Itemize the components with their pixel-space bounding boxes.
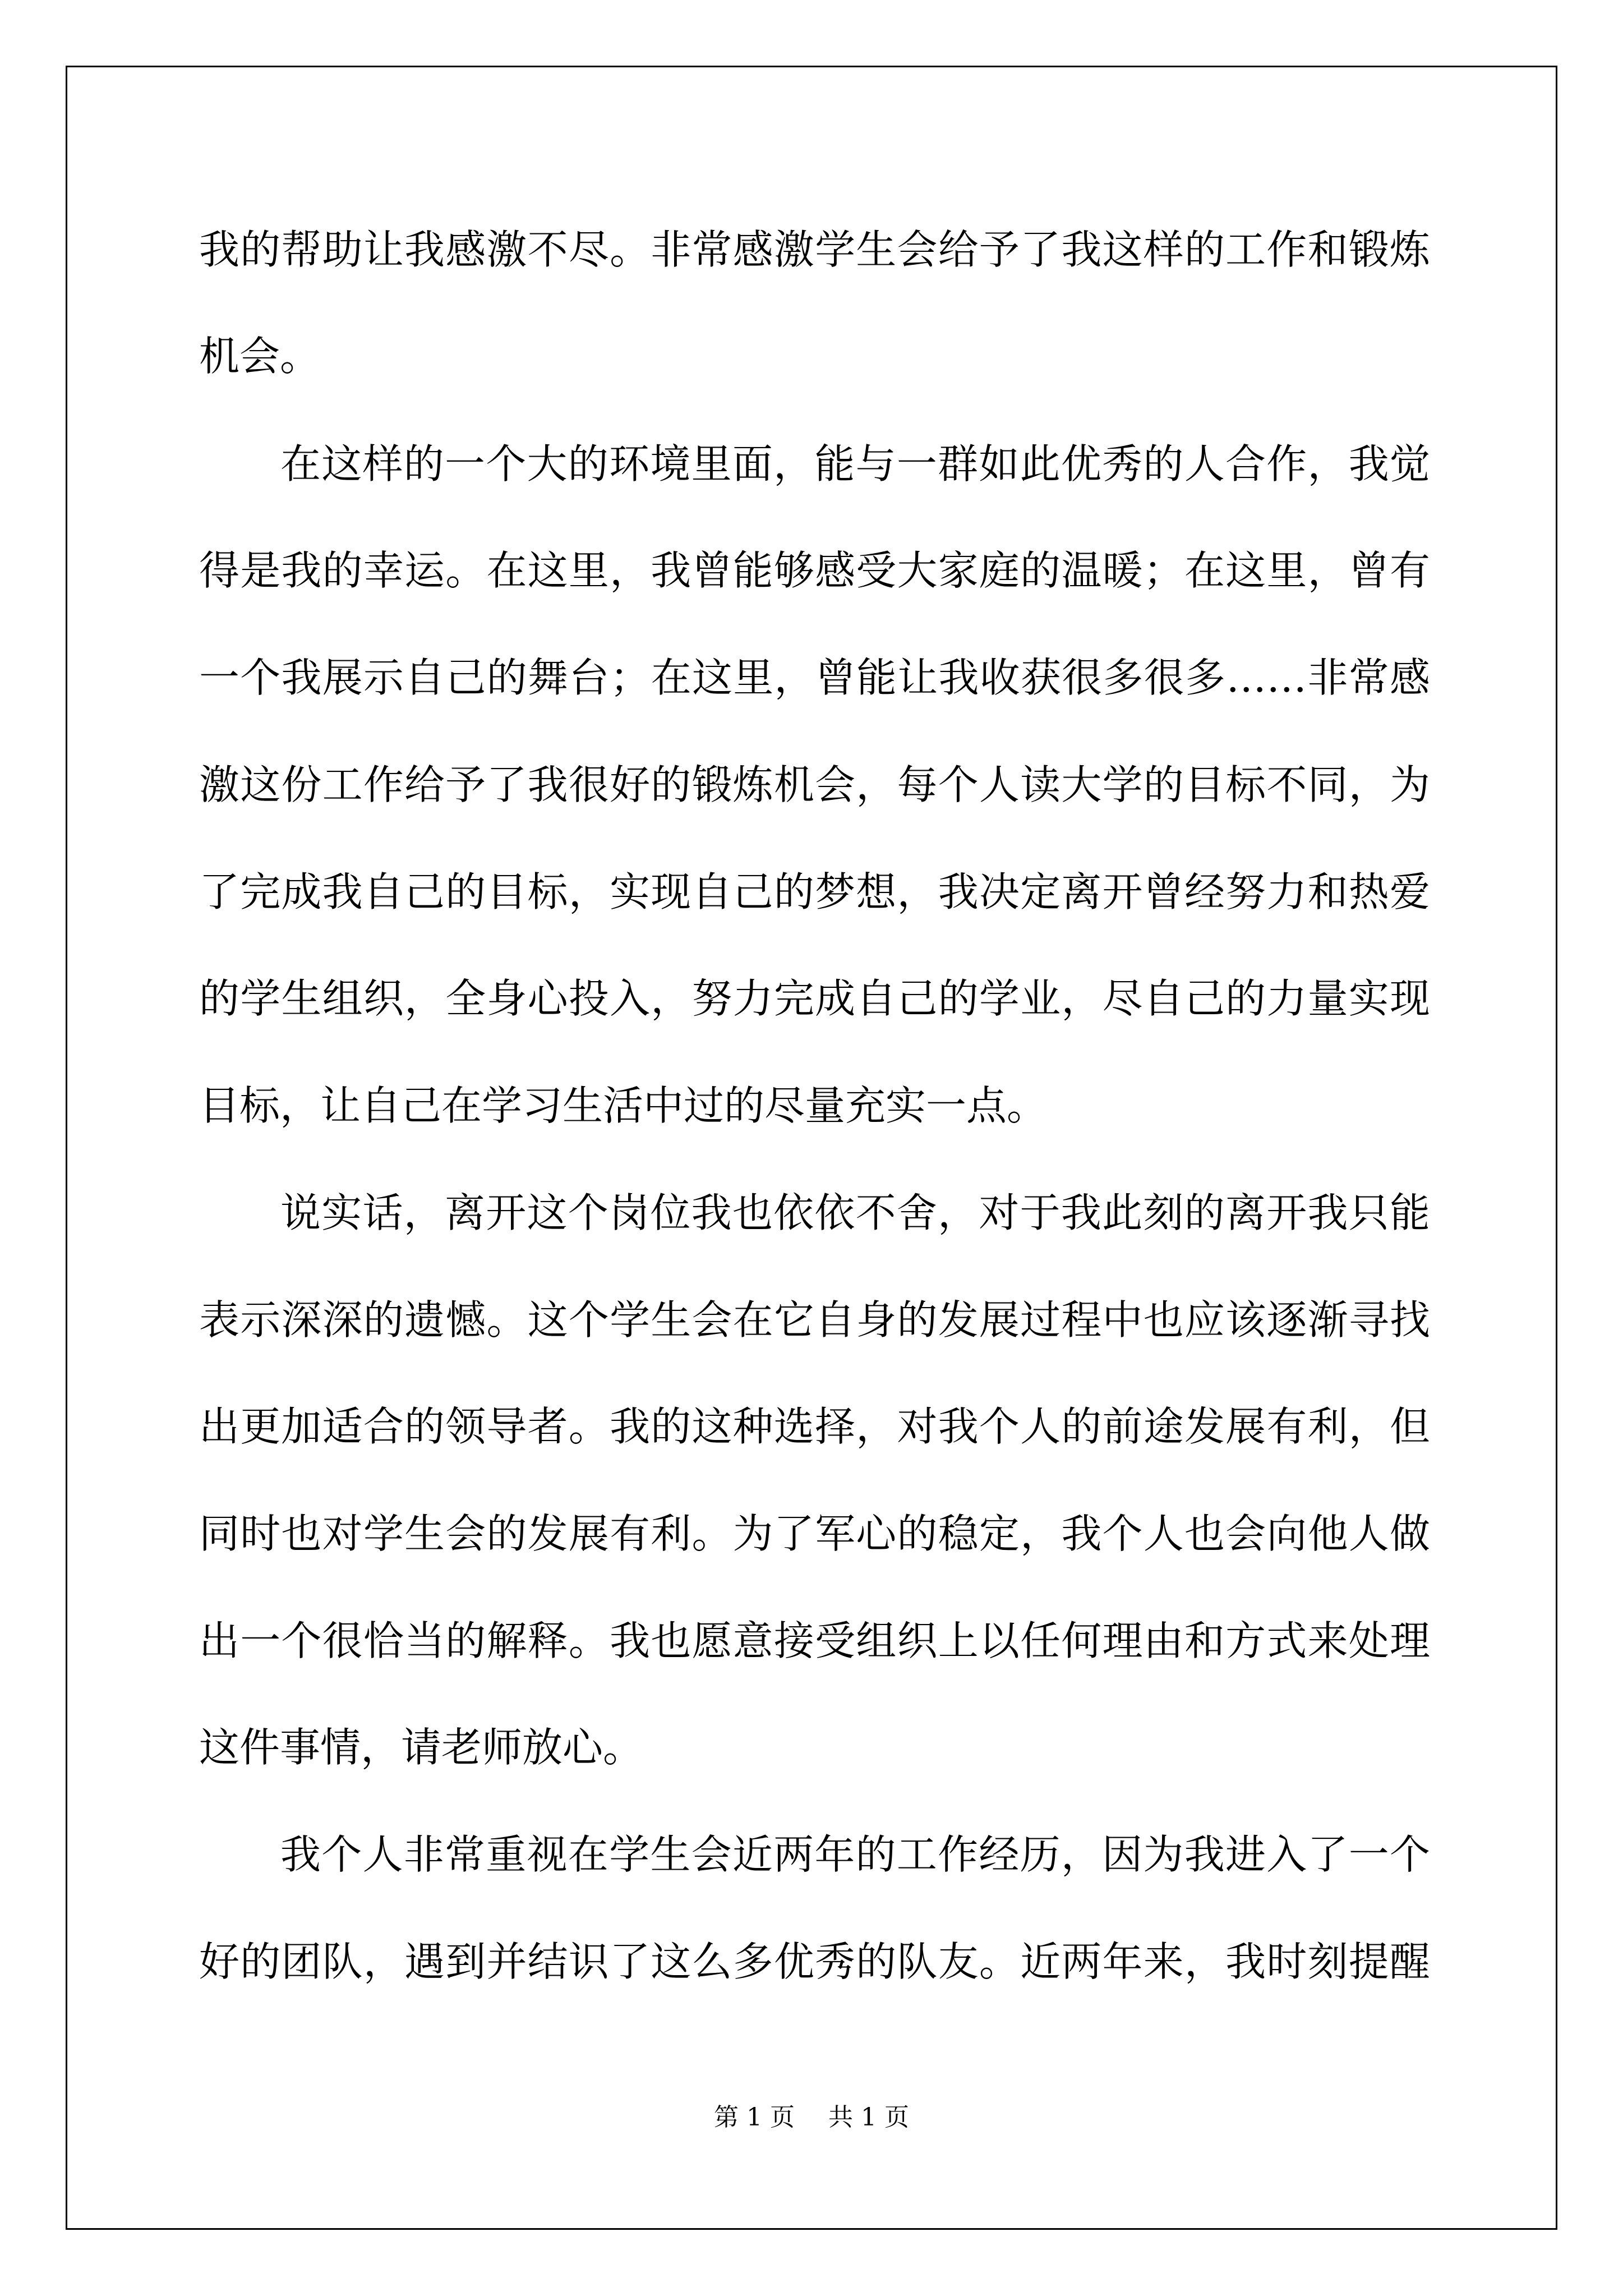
text-line: 说实话，离开这个岗位我也依依不舍，对于我此刻的离开我只能	[280, 1189, 1430, 1236]
text-line: 好的团队，遇到并结识了这么多优秀的队友。近两年来，我时刻提醒	[199, 1938, 1430, 1985]
text-line: 表示深深的遗憾。这个学生会在它自身的发展过程中也应该逐渐寻找	[199, 1296, 1430, 1343]
text-line: 出更加适合的领导者。我的这种选择，对我个人的前途发展有利，但	[199, 1403, 1430, 1450]
page-footer	[0, 2101, 1623, 2134]
text-line: 一个我展示自己的舞台；在这里，曾能让我收获很多很多……非常感	[199, 654, 1430, 701]
text-line: 出一个很恰当的解释。我也愿意接受组织上以任何理由和方式来处理	[199, 1617, 1430, 1664]
text-line: 了完成我自己的目标，实现自己的梦想，我决定离开曾经努力和热爱	[199, 868, 1430, 915]
page-number-total: 共 1 页	[828, 2103, 909, 2132]
text-line: 同时也对学生会的发展有利。为了军心的稳定，我个人也会向他人做	[199, 1510, 1430, 1557]
text-line: 目标，让自己在学习生活中过的尽量充实一点。	[199, 1082, 1048, 1129]
text-line: 得是我的幸运。在这里，我曾能够感受大家庭的温暖；在这里，曾有	[199, 547, 1430, 594]
text-line: 我个人非常重视在学生会近两年的工作经历，因为我进入了一个	[280, 1831, 1430, 1878]
text-line: 的学生组织，全身心投入，努力完成自己的学业，尽自己的力量实现	[199, 975, 1430, 1022]
text-line: 这件事情，请老师放心。	[199, 1724, 644, 1771]
text-line: 机会。	[199, 333, 321, 380]
page-border	[66, 66, 1557, 2230]
text-line: 我的帮助让我感激不尽。非常感激学生会给予了我这样的工作和锻炼	[199, 226, 1430, 273]
page-number-current: 第 1 页	[714, 2103, 795, 2132]
text-line: 激这份工作给予了我很好的锻炼机会，每个人读大学的目标不同，为	[199, 761, 1430, 808]
text-line: 在这样的一个大的环境里面，能与一群如此优秀的人合作，我觉	[280, 440, 1430, 487]
